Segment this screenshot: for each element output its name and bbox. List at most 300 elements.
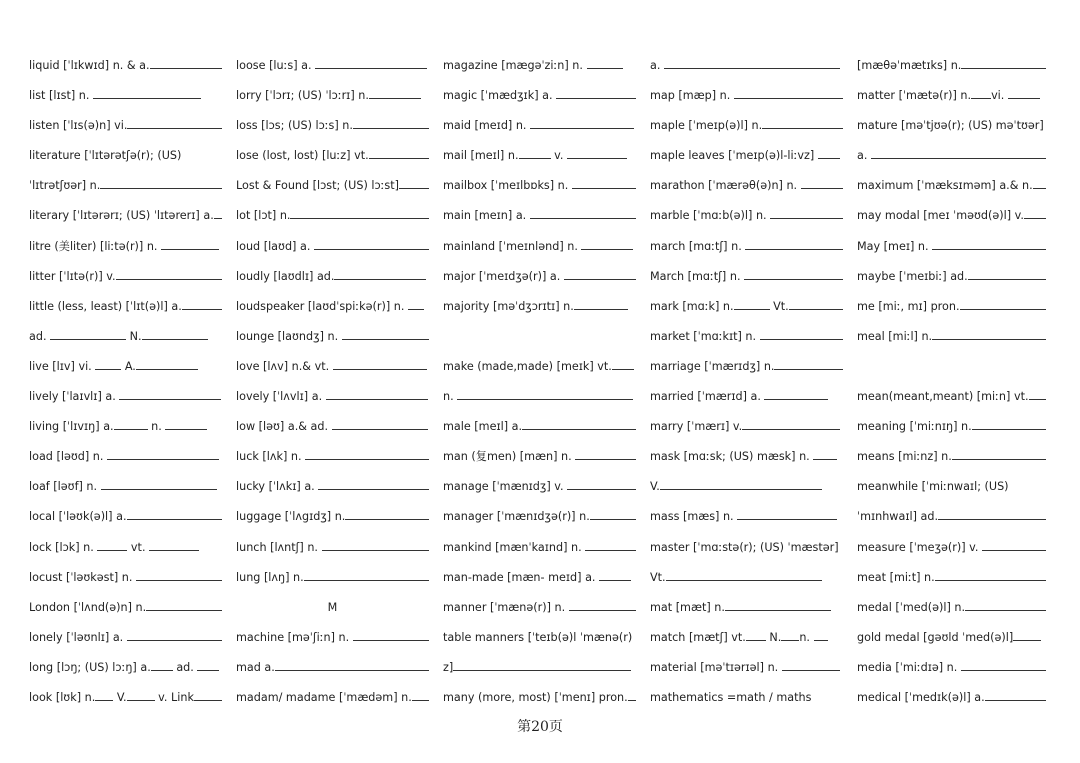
answer-blank xyxy=(136,359,198,370)
entry-text: loose [luːs] a. xyxy=(236,59,316,72)
answer-blank xyxy=(142,329,208,340)
vocab-entry xyxy=(443,653,636,683)
column-3 xyxy=(443,51,636,713)
entry-text: mailbox [ˈmeɪlbɒks] n. xyxy=(443,179,572,193)
entry-text: maybe [ˈmeɪbiː] ad. xyxy=(857,269,968,283)
vocab-entry xyxy=(443,382,636,412)
vocab-entry xyxy=(29,322,222,352)
entry-text: March [mɑːtʃ] n. xyxy=(650,269,745,283)
entry-text: liquid [ˈlɪkwɪd] n. & a. xyxy=(29,59,150,72)
vocab-entry xyxy=(236,623,429,653)
entry-text: mean(meant,meant) [miːn] vt. xyxy=(857,390,1029,404)
answer-blank xyxy=(332,419,428,430)
vocab-entry xyxy=(857,111,1046,141)
answer-blank xyxy=(161,239,219,250)
answer-blank xyxy=(1008,88,1040,99)
vocab-entry xyxy=(29,683,222,713)
vocab-entry xyxy=(443,51,636,81)
entry-text: Vt. xyxy=(650,570,666,584)
vocab-entry xyxy=(29,141,222,171)
column-1 xyxy=(29,51,222,713)
answer-blank xyxy=(304,570,429,581)
answer-blank xyxy=(814,630,828,641)
answer-blank xyxy=(275,660,429,671)
entry-text: May [meɪ] n. xyxy=(857,239,933,253)
answer-blank xyxy=(522,419,636,430)
vocab-entry xyxy=(236,171,429,201)
answer-blank xyxy=(587,58,623,69)
answer-blank xyxy=(575,449,636,460)
entry-text: mark [mɑːk] n. xyxy=(650,299,734,313)
answer-blank xyxy=(664,58,840,69)
vocab-entry xyxy=(650,171,843,201)
answer-blank xyxy=(734,299,770,310)
entry-text: loudly [laʊdlɪ] ad. xyxy=(236,269,335,283)
vocab-entry xyxy=(650,262,843,292)
vocab-entry xyxy=(857,171,1046,201)
entry-text: marriage [ˈmærɪdʒ] n. xyxy=(650,359,775,373)
answer-blank xyxy=(1024,208,1046,219)
vocab-entry xyxy=(443,412,636,442)
vocab-entry xyxy=(29,382,222,412)
vocab-entry xyxy=(857,322,1046,352)
answer-blank xyxy=(725,600,831,611)
entry-text: many (more, most) [ˈmenɪ] pron. xyxy=(443,690,628,704)
entry-text: litter [ˈlɪtə(r)] v. xyxy=(29,269,116,283)
vocab-entry xyxy=(650,232,843,262)
answer-blank xyxy=(599,570,631,581)
answer-blank xyxy=(318,479,429,490)
vocab-entry xyxy=(857,442,1046,472)
answer-blank xyxy=(567,148,627,159)
entry-text: mat [mæt] n. xyxy=(650,600,725,614)
answer-blank xyxy=(746,630,766,641)
vocab-entry xyxy=(443,623,636,653)
answer-blank xyxy=(214,208,222,219)
answer-blank xyxy=(965,600,1046,611)
entry-text: Lost & Found [lɔst; (US) lɔːst] xyxy=(236,179,399,193)
vocab-entry xyxy=(29,412,222,442)
vocab-entry xyxy=(236,232,429,262)
vocab-entry xyxy=(29,472,222,502)
answer-blank xyxy=(453,660,631,671)
vocab-entry xyxy=(650,593,843,623)
entry-text: mainland [ˈmeɪnlənd] n. xyxy=(443,239,582,253)
entry-text: manager [ˈmænɪdʒə(r)] n. xyxy=(443,510,590,524)
vocab-entry xyxy=(29,51,222,81)
entry-text: matter [ˈmætə(r)] n. xyxy=(857,89,972,103)
entry-text: ad. xyxy=(29,329,51,343)
answer-blank xyxy=(119,389,221,400)
vocab-entry xyxy=(236,141,429,171)
answer-blank xyxy=(334,269,426,280)
entry-text: map [mæp] n. xyxy=(650,89,734,103)
vocab-entry xyxy=(236,502,429,532)
answer-blank xyxy=(737,509,837,520)
answer-blank xyxy=(197,660,219,671)
answer-blank xyxy=(734,88,843,99)
entry-text: literary [ˈlɪtərərɪ; (US) ˈlɪtərerɪ] a. xyxy=(29,209,214,223)
entry-text: loudspeaker [laʊdˈspiːkə(r)] n. xyxy=(236,299,408,313)
answer-blank xyxy=(932,329,1046,340)
vocab-entry xyxy=(29,593,222,623)
answer-blank xyxy=(93,88,201,99)
vocab-entry xyxy=(236,412,429,442)
answer-blank xyxy=(1033,178,1046,189)
entry-text: meal [miːl] n. xyxy=(857,329,933,343)
entry-text: major [ˈmeɪdʒə(r)] a. xyxy=(443,269,564,283)
vocab-entry xyxy=(236,81,429,111)
answer-blank xyxy=(801,178,843,189)
entry-text: lounge [laʊndʒ] n. xyxy=(236,329,342,343)
vocab-entry xyxy=(650,623,843,653)
vocab-entry xyxy=(857,201,1046,231)
vocab-entry xyxy=(29,171,222,201)
vocab-entry xyxy=(650,322,843,352)
entry-text: march [mɑːtʃ] n. xyxy=(650,239,746,253)
entry-text: main [meɪn] a. xyxy=(443,209,530,223)
answer-blank xyxy=(556,88,636,99)
entry-text: lively [ˈlaɪvlɪ] a. xyxy=(29,390,120,404)
answer-blank xyxy=(1013,630,1041,641)
entry-text: lot [lɔt] n. xyxy=(236,209,291,223)
answer-blank xyxy=(342,329,429,340)
entry-text: mature [məˈtjʊə(r); (US) məˈtʊər] xyxy=(857,119,1044,133)
answer-blank xyxy=(95,359,121,370)
vocab-entry xyxy=(443,442,636,472)
entry-text: love [lʌv] n.& vt. xyxy=(236,359,333,373)
vocab-entry xyxy=(650,653,843,683)
entry-text: London [ˈlʌnd(ə)n] n. xyxy=(29,600,147,614)
answer-blank xyxy=(612,359,634,370)
answer-blank xyxy=(408,299,424,310)
vocab-entry xyxy=(650,442,843,472)
entry-text: maple [ˈmeɪp(ə)l] n. xyxy=(650,119,763,133)
vocab-entry xyxy=(443,502,636,532)
entry-text: list [lɪst] n. xyxy=(29,89,93,103)
answer-blank xyxy=(412,690,429,701)
entry-text: material [məˈtɪərɪəl] n. xyxy=(650,660,782,674)
answer-blank xyxy=(935,570,1046,581)
entry-text: gold medal [gəʊld ˈmed(ə)l] xyxy=(857,630,1014,644)
vocab-entry xyxy=(236,563,429,593)
vocab-entry xyxy=(29,262,222,292)
entry-text: meaning [ˈmiːnɪŋ] n. xyxy=(857,420,972,434)
entry-text: ad. xyxy=(172,660,198,674)
vocab-entry xyxy=(650,201,843,231)
vocab-entry xyxy=(236,472,429,502)
entry-text: meanwhile [ˈmiːnwaɪl; (US) xyxy=(857,480,1009,494)
answer-blank xyxy=(127,630,222,641)
answer-blank xyxy=(968,269,1046,280)
entry-text: [mæθəˈmætɪks] n. xyxy=(857,59,962,72)
entry-text: low [ləʊ] a.& ad. xyxy=(236,420,332,434)
answer-blank xyxy=(305,449,429,460)
answer-blank xyxy=(322,540,429,551)
entry-text: mask [mɑːsk; (US) mæsk] n. xyxy=(650,450,814,464)
answer-blank xyxy=(572,178,636,189)
page-number: 第20页 xyxy=(517,719,563,735)
answer-blank xyxy=(564,269,636,280)
answer-blank xyxy=(666,570,822,581)
answer-blank xyxy=(742,419,840,430)
answer-blank xyxy=(972,419,1046,430)
answer-blank xyxy=(165,419,207,430)
entry-text: mankind [mænˈkaɪnd] n. xyxy=(443,540,586,554)
answer-blank xyxy=(952,449,1046,460)
vocab-entry xyxy=(443,683,636,713)
entry-text: lung [lʌŋ] n. xyxy=(236,570,304,584)
vocab-entry xyxy=(857,262,1046,292)
answer-blank xyxy=(101,479,217,490)
entry-text: maple leaves [ˈmeɪp(ə)l-liːvz] xyxy=(650,149,818,163)
entry-text: n. xyxy=(443,390,458,404)
answer-blank xyxy=(182,299,222,310)
answer-blank xyxy=(95,690,113,701)
vocab-entry xyxy=(29,292,222,322)
answer-blank xyxy=(818,148,840,159)
entry-text: manage [ˈmænɪdʒ] v. xyxy=(443,480,568,494)
vocab-entry xyxy=(236,533,429,563)
answer-blank xyxy=(530,208,636,219)
entry-text: table manners [ˈteɪb(ə)l ˈmænə(r) xyxy=(443,630,633,644)
column-4 xyxy=(650,51,843,713)
entry-text: M xyxy=(327,600,338,614)
answer-blank xyxy=(760,329,843,340)
vocab-entry xyxy=(857,623,1046,653)
answer-blank xyxy=(127,690,155,701)
entry-text: luggage [ˈlʌgɪdʒ] n. xyxy=(236,510,346,524)
vocab-entry xyxy=(857,232,1046,262)
vocab-entry xyxy=(236,653,429,683)
entry-text: listen [ˈlɪs(ə)n] vi. xyxy=(29,119,128,133)
entry-text: meat [miːt] n. xyxy=(857,570,935,584)
answer-blank xyxy=(585,540,636,551)
vocab-entry xyxy=(443,352,636,382)
entry-text: A. xyxy=(121,359,136,373)
entry-text: lunch [lʌntʃ] n. xyxy=(236,540,322,554)
entry-text: ˈlɪtrətʃʊər] n. xyxy=(29,179,101,193)
answer-blank xyxy=(567,479,636,490)
entry-text: me [miː, mɪ] pron. xyxy=(857,299,960,313)
answer-blank xyxy=(569,600,636,611)
answer-blank xyxy=(590,509,636,520)
answer-blank xyxy=(315,58,427,69)
entry-text: marathon [ˈmærəθ(ə)n] n. xyxy=(650,179,801,193)
entry-text: local [ˈləʊk(ə)l] a. xyxy=(29,510,127,524)
entry-text: madam/ madame [ˈmædəm] n. xyxy=(236,690,412,704)
answer-blank xyxy=(314,239,429,250)
answer-blank xyxy=(764,389,828,400)
entry-text: v. xyxy=(550,149,567,163)
entry-text: litre (美liter) [liːtə(r)] n. xyxy=(29,239,162,253)
vocab-entry xyxy=(650,352,843,382)
entry-text: vi. xyxy=(991,89,1008,103)
entry-text: lose (lost, lost) [luːz] vt. xyxy=(236,149,369,163)
vocab-entry xyxy=(29,201,222,231)
entry-text: Vt. xyxy=(769,299,789,313)
answer-blank xyxy=(107,449,219,460)
answer-blank xyxy=(961,660,1046,671)
entry-text: z] xyxy=(443,660,454,674)
vocab-entry xyxy=(236,201,429,231)
answer-blank xyxy=(744,269,843,280)
vocab-entry xyxy=(650,382,843,412)
answer-blank xyxy=(457,389,633,400)
vocab-entry xyxy=(29,502,222,532)
entry-text: N. xyxy=(126,329,142,343)
answer-blank xyxy=(149,540,199,551)
entry-text: mail [meɪl] n. xyxy=(443,149,519,163)
vocab-entry xyxy=(29,81,222,111)
vocab-entry xyxy=(236,111,429,141)
entry-text: lucky [ˈlʌkɪ] a. xyxy=(236,480,319,494)
vocab-entry xyxy=(857,51,1046,81)
vocab-entry xyxy=(236,442,429,472)
vocab-entry xyxy=(443,141,636,171)
entry-text: male [meɪl] a. xyxy=(443,420,523,434)
section-letter-heading xyxy=(236,593,429,623)
entry-text: marry [ˈmærɪ] v. xyxy=(650,420,743,434)
entry-text: maximum [ˈmæksɪməm] a.& n. xyxy=(857,179,1033,193)
vocab-entry xyxy=(857,593,1046,623)
entry-text: ˈmɪnhwaɪl] ad. xyxy=(857,510,939,524)
answer-blank xyxy=(353,118,429,129)
entry-text: mathematics =math / maths xyxy=(650,690,812,704)
answer-blank xyxy=(813,449,837,460)
vocab-entry xyxy=(857,563,1046,593)
entry-text: make (made,made) [meɪk] vt. xyxy=(443,359,612,373)
answer-blank xyxy=(960,299,1046,310)
entry-text: magazine [mægəˈziːn] n. xyxy=(443,59,587,72)
vocab-entry xyxy=(857,533,1046,563)
entry-text: n. xyxy=(147,420,166,434)
vocab-entry xyxy=(236,51,429,81)
vocab-entry xyxy=(857,472,1046,502)
answer-blank xyxy=(971,88,991,99)
answer-blank xyxy=(151,660,173,671)
answer-blank xyxy=(369,88,421,99)
column-2 xyxy=(236,51,429,713)
answer-blank xyxy=(789,299,843,310)
vocab-entry xyxy=(857,141,1046,171)
answer-blank xyxy=(353,630,429,641)
answer-blank xyxy=(333,359,427,370)
entry-text: living [ˈlɪvɪŋ] a. xyxy=(29,420,114,434)
vocab-entry xyxy=(236,683,429,713)
answer-blank xyxy=(116,269,222,280)
vocab-entry xyxy=(443,292,636,322)
entry-text: medical [ˈmedɪk(ə)l] a. xyxy=(857,690,985,704)
vocab-entry xyxy=(443,111,636,141)
entry-text: man (复men) [mæn] n. xyxy=(443,450,576,464)
vocab-entry xyxy=(443,81,636,111)
entry-text: market [ˈmɑːkɪt] n. xyxy=(650,329,760,343)
vocab-entry xyxy=(857,292,1046,322)
answer-blank xyxy=(97,540,127,551)
vocab-entry xyxy=(650,141,843,171)
answer-blank xyxy=(745,239,843,250)
entry-text: machine [məˈʃiːn] n. xyxy=(236,630,353,644)
vocab-entry xyxy=(443,472,636,502)
answer-blank xyxy=(136,570,222,581)
vocab-entry xyxy=(857,653,1046,683)
entry-text: loss [lɔs; (US) lɔːs] n. xyxy=(236,119,353,133)
vocab-entry xyxy=(236,322,429,352)
entry-text: man-made [mæn- meɪd] a. xyxy=(443,570,600,584)
vocab-entry xyxy=(857,352,1046,382)
answer-blank xyxy=(782,660,840,671)
vocab-entry xyxy=(29,232,222,262)
entry-text: magic [ˈmædʒɪk] a. xyxy=(443,89,557,103)
answer-blank xyxy=(938,509,1046,520)
entry-text: lovely [ˈlʌvlɪ] a. xyxy=(236,390,326,404)
answer-blank xyxy=(127,118,222,129)
vocab-entry xyxy=(236,292,429,322)
vocab-entry xyxy=(650,51,843,81)
vocab-entry xyxy=(650,81,843,111)
entry-text: live [lɪv] vi. xyxy=(29,359,96,373)
answer-blank xyxy=(150,58,222,69)
entry-text: manner [ˈmænə(r)] n. xyxy=(443,600,569,614)
answer-blank xyxy=(345,509,429,520)
answer-blank xyxy=(326,389,428,400)
entry-text: N. xyxy=(765,630,782,644)
vocab-entry xyxy=(443,262,636,292)
answer-blank xyxy=(628,690,636,701)
entry-text: marble [ˈmɑːb(ə)l] n. xyxy=(650,209,771,223)
vocab-entry xyxy=(443,171,636,201)
entry-text: little (less, least) [ˈlɪt(ə)l] a. xyxy=(29,299,182,313)
vocab-entry xyxy=(650,563,843,593)
vocab-entry xyxy=(29,442,222,472)
vocab-entry xyxy=(29,623,222,653)
entry-text: lock [lɔk] n. xyxy=(29,540,98,554)
entry-text: V. xyxy=(650,480,660,494)
answer-blank xyxy=(100,178,222,189)
vocab-entry xyxy=(29,352,222,382)
answer-blank xyxy=(574,299,628,310)
answer-blank xyxy=(399,178,429,189)
vocab-entry xyxy=(857,81,1046,111)
answer-blank xyxy=(762,118,843,129)
answer-blank xyxy=(114,419,148,430)
entry-text: a. xyxy=(857,149,871,163)
vocab-entry xyxy=(443,533,636,563)
entry-text: load [ləʊd] n. xyxy=(29,450,107,464)
entry-text: a. xyxy=(650,59,664,72)
answer-blank xyxy=(932,239,1046,250)
answer-blank xyxy=(530,118,634,129)
vocab-entry xyxy=(29,533,222,563)
entry-text: majority [məˈdʒɔrɪtɪ] n. xyxy=(443,299,574,313)
entry-text: literature [ˈlɪtərətʃə(r); (US) xyxy=(29,149,182,163)
vocab-entry xyxy=(857,412,1046,442)
answer-blank xyxy=(982,540,1046,551)
vocab-entry xyxy=(650,683,843,713)
vocab-entry xyxy=(443,201,636,231)
answer-blank xyxy=(961,58,1046,69)
entry-text: long [lɔŋ; (US) lɔːŋ] a. xyxy=(29,660,151,674)
entry-text: means [miːnz] n. xyxy=(857,450,952,464)
entry-text: maid [meɪd] n. xyxy=(443,119,531,133)
answer-blank xyxy=(50,329,126,340)
entry-text: V. xyxy=(113,690,127,704)
entry-text: lorry [ˈlɔrɪ; (US) ˈlɔːrɪ] n. xyxy=(236,89,369,103)
answer-blank xyxy=(871,148,1046,159)
answer-blank xyxy=(369,148,429,159)
vocab-entry xyxy=(29,563,222,593)
